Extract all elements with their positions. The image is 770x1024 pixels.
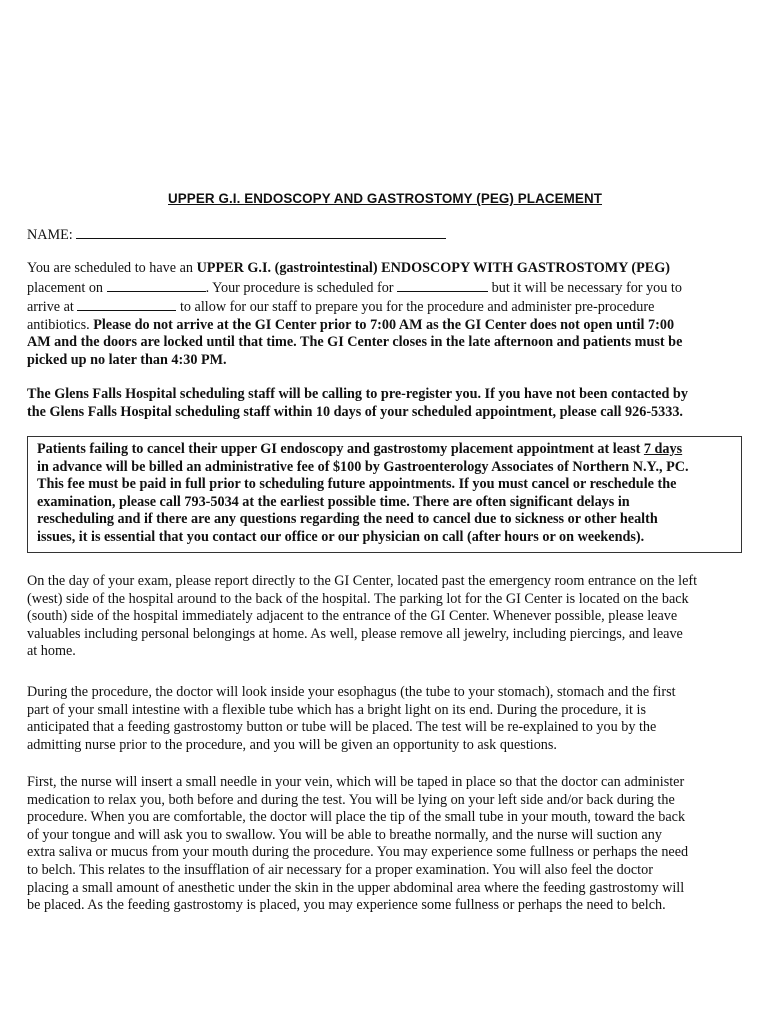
- name-blank: [76, 225, 446, 239]
- nurse-procedure-text: First, the nurse will insert a small needle in your vein, which will be taped in place so that the doctor can administer: [27, 774, 685, 790]
- arrival-time-blank: [77, 297, 176, 311]
- nurse-procedure-text: of your tongue and will ask you to swallow. You will be able to breathe normally, and the nurse will suction any: [27, 826, 662, 843]
- day-of-exam-text: valuables including personal belongings at home. As well, please remove all jewelry, including piercings, and leave: [27, 625, 683, 642]
- notice-days: 7 days: [643, 441, 683, 457]
- notice-text: Patients failing to cancel their upper GI endoscopy and gastrostomy placement appointment at least: [37, 441, 644, 457]
- during-procedure-text: During the procedure, the doctor will look inside your esophagus (the tube to your stomach), stomach and the first: [27, 684, 676, 700]
- arrival-warning: Please do not arrive at the GI Center prior to 7:00 AM as the GI Center does not open until 7:00: [93, 316, 675, 333]
- during-procedure-paragraph: [27, 684, 743, 754]
- nurse-procedure-text: to belch. This relates to the insufflation of air necessary for a proper examination. You will also feel the doctor: [27, 861, 653, 878]
- scheduled-text: arrive at: [27, 299, 78, 316]
- notice-text: examination, please call 793-5034 at the earliest possible time. There are often significant delays in: [37, 493, 630, 510]
- day-of-exam-text: at home.: [27, 643, 76, 660]
- during-procedure-text: admitting nurse prior to the procedure, and you will be given an opportunity to ask questions.: [27, 736, 557, 753]
- day-of-exam-text: (south) side of the hospital immediately adjacent to the entrance of the GI Center. Whenever possible, please leave: [27, 608, 678, 625]
- procedure-name: UPPER G.I. (gastrointestinal) ENDOSCOPY WITH GASTROSTOMY (PEG): [196, 260, 671, 276]
- nurse-procedure-text: procedure. When you are comfortable, the doctor will place the tip of the small tube in your mouth, toward the back: [27, 809, 686, 826]
- scheduled-text: but it will be necessary for you to: [488, 279, 682, 296]
- scheduled-text: placement on: [27, 279, 107, 296]
- scheduling-text: the Glens Falls Hospital scheduling staff within 10 days of your scheduled appointment, please call 926-5333.: [27, 403, 683, 420]
- page-title: UPPER G.I. ENDOSCOPY AND GASTROSTOMY (PEG) PLACEMENT: [168, 191, 602, 206]
- day-of-exam-text: On the day of your exam, please report directly to the GI Center, located past the emergency room entrance on the left: [27, 573, 698, 589]
- placement-date-blank: [107, 278, 206, 292]
- notice-text: rescheduling and if there are any questions regarding the need to cancel due to sickness or other health: [37, 511, 658, 528]
- notice-text: This fee must be paid in full prior to scheduling future appointments. If you must cancel or reschedule the: [37, 476, 677, 493]
- scheduled-text: . Your procedure is scheduled for: [205, 279, 398, 296]
- nurse-procedure-text: extra saliva or mucus from your mouth during the procedure. You may experience some fullness or perhaps the need: [27, 844, 689, 861]
- name-label: NAME:: [27, 227, 73, 243]
- scheduled-text: You are scheduled to have an: [27, 260, 197, 276]
- during-procedure-text: part of your small intestine with a flexible tube which has a bright light on its end. During the procedure, it is: [27, 701, 646, 718]
- arrival-warning: picked up no later than 4:30 PM.: [27, 351, 227, 368]
- nurse-procedure-text: medication to relax you, both before and during the test. You will be lying on your left side and/or back during the: [27, 791, 675, 808]
- nurse-procedure-paragraph: [27, 774, 743, 915]
- scheduled-text: antibiotics.: [27, 316, 94, 333]
- notice-text: in advance will be billed an administrative fee of $100 by Gastroenterology Associates of Northern N.Y., PC.: [37, 458, 689, 475]
- scheduling-staff-paragraph: [27, 386, 743, 421]
- cancellation-notice-box: [27, 436, 742, 553]
- day-of-exam-paragraph: [27, 573, 743, 661]
- day-of-exam-text: (west) side of the hospital around to the back of the hospital. The parking lot for the GI Center is located on the back: [27, 590, 689, 607]
- procedure-time-blank: [397, 278, 488, 292]
- during-procedure-text: anticipated that a feeding gastrostomy button or tube will be placed. The test will be re-explained to you by the: [27, 719, 657, 736]
- notice-text: issues, it is essential that you contact our office or our physician on call (after hours or on weekends).: [37, 528, 645, 545]
- scheduled-paragraph: [27, 260, 743, 370]
- arrival-warning: AM and the doors are locked until that time. The GI Center closes in the late afternoon and patients must be: [27, 334, 683, 351]
- nurse-procedure-text: placing a small amount of anesthetic under the skin in the upper abdominal area where the feeding gastrostomy will: [27, 879, 685, 896]
- name-line: [27, 225, 446, 245]
- scheduling-text: The Glens Falls Hospital scheduling staff will be calling to pre-register you. If you have not been contacted by: [27, 386, 688, 402]
- scheduled-text: to allow for our staff to prepare you for the procedure and administer pre-procedure: [176, 299, 655, 316]
- nurse-procedure-text: be placed. As the feeding gastrostomy is placed, you may experience some fullness or perhaps the need to belch.: [27, 897, 666, 914]
